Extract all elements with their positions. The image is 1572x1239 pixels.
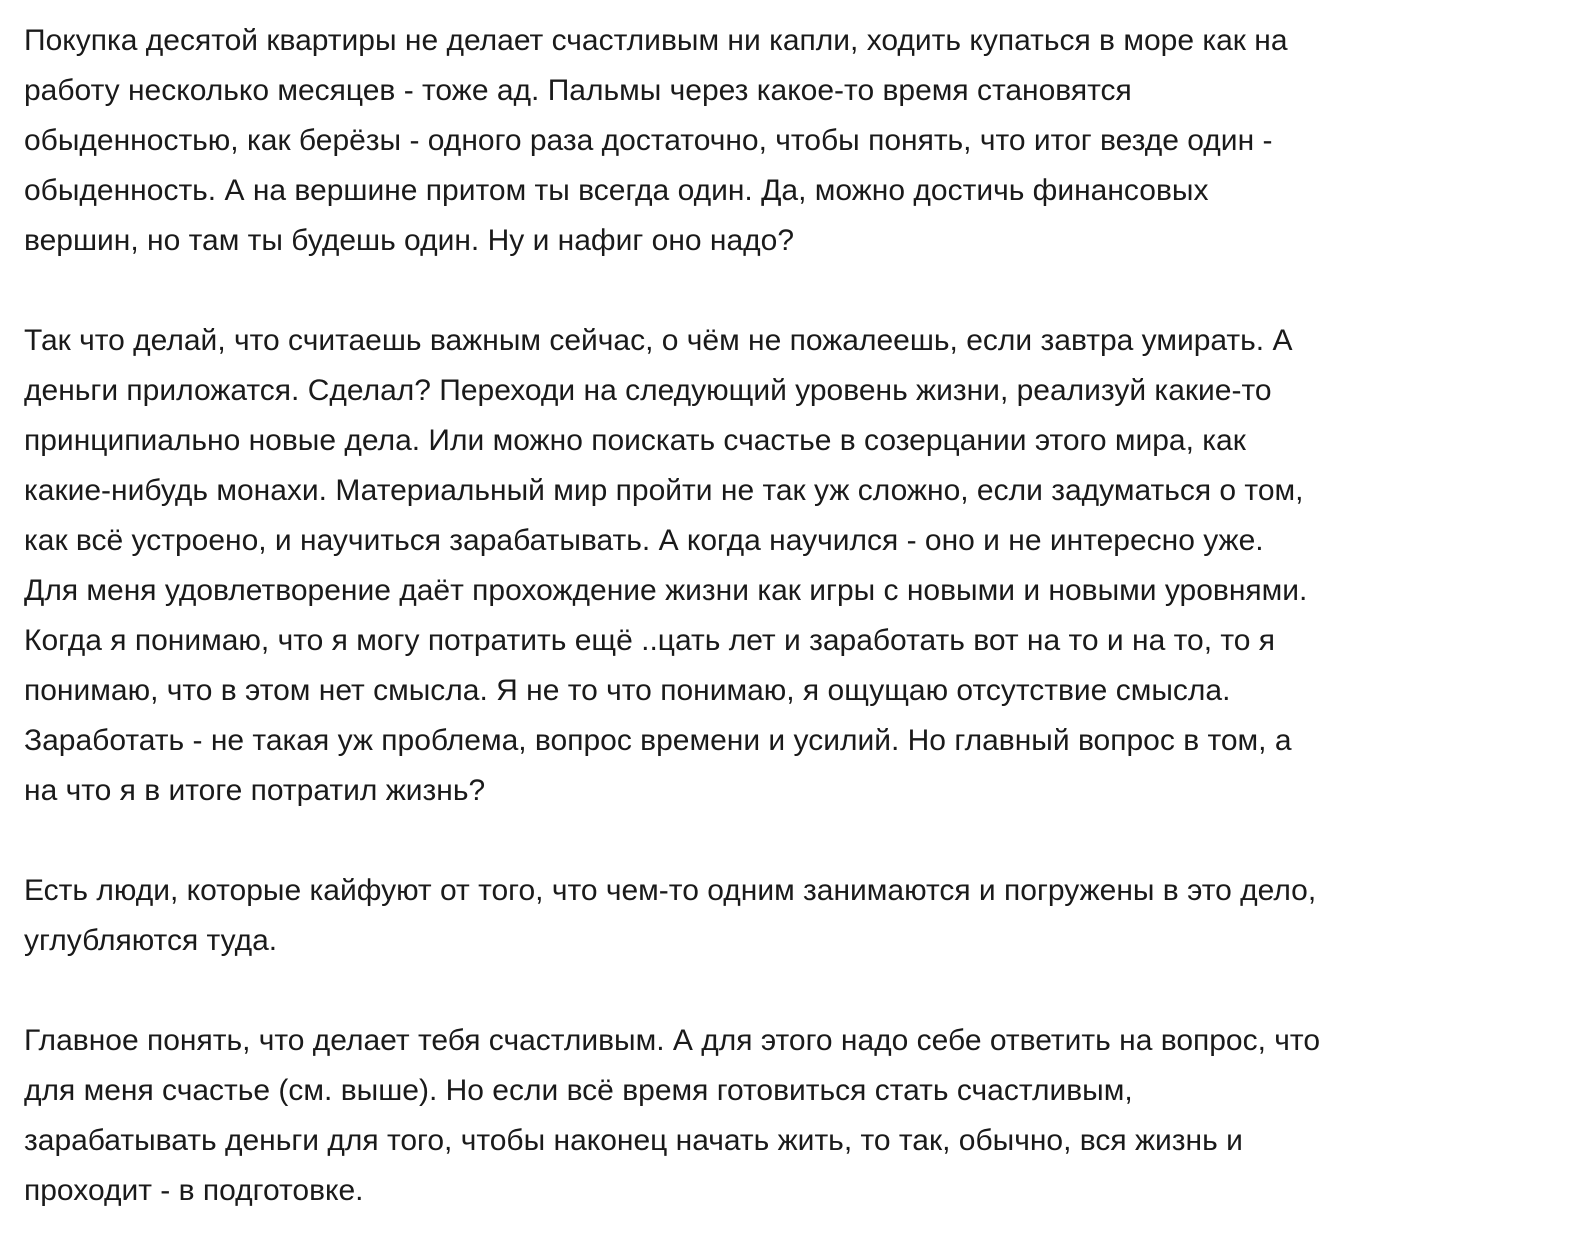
text-line: проходит - в подготовке. xyxy=(24,1174,364,1207)
text-line: обыденность. А на вершине притом ты всегда один. Да, можно достичь финансовых xyxy=(24,174,1209,207)
text-line: понимаю, что в этом нет смысла. Я не то что понимаю, я ощущаю отсутствие смысла. xyxy=(24,674,1231,707)
text-line: углубляются туда. xyxy=(24,924,278,957)
text-line: Есть люди, которые кайфуют от того, что чем-то одним занимаются и погружены в это дело, xyxy=(24,874,1317,907)
text-line: принципиально новые дела. Или можно поискать счастье в созерцании этого мира, как xyxy=(24,424,1246,457)
text-line: Покупка десятой квартиры не делает счастливым ни капли, ходить купаться в море как на xyxy=(24,24,1288,57)
text-line: Так что делай, что считаешь важным сейчас, о чём не пожалеешь, если завтра умирать. А xyxy=(24,324,1293,357)
text-line: обыденностью, как берёзы - одного раза достаточно, чтобы понять, что итог везде один - xyxy=(24,124,1273,157)
text-line: для меня счастье (см. выше). Но если всё время готовиться стать счастливым, xyxy=(24,1074,1133,1107)
text-line: как всё устроено, и научиться зарабатывать. А когда научился - оно и не интересно уже. xyxy=(24,524,1264,557)
text-line: Когда я понимаю, что я могу потратить ещё ..цать лет и заработать вот на то и на то, то я xyxy=(24,624,1276,657)
text-line: зарабатывать деньги для того, чтобы наконец начать жить, то так, обычно, вся жизнь и xyxy=(24,1124,1243,1157)
text-line: какие-нибудь монахи. Материальный мир пройти не так уж сложно, если задуматься о том, xyxy=(24,474,1304,507)
text-line: работу несколько месяцев - тоже ад. Пальмы через какое-то время становятся xyxy=(24,74,1132,107)
paragraph-3 xyxy=(24,866,1548,966)
text-line: Заработать - не такая уж проблема, вопрос времени и усилий. Но главный вопрос в том, а xyxy=(24,724,1292,757)
paragraph-2 xyxy=(24,316,1548,816)
text-line: на что я в итоге потратил жизнь? xyxy=(24,774,486,807)
text-line: вершин, но там ты будешь один. Ну и нафиг оно надо? xyxy=(24,224,795,257)
text-line: Для меня удовлетворение даёт прохождение жизни как игры с новыми и новыми уровнями. xyxy=(24,574,1308,607)
paragraph-4 xyxy=(24,1016,1548,1216)
text-line: деньги приложатся. Сделал? Переходи на следующий уровень жизни, реализуй какие-то xyxy=(24,374,1272,407)
text-line: Главное понять, что делает тебя счастливым. А для этого надо себе ответить на вопрос, что xyxy=(24,1024,1321,1057)
paragraph-1 xyxy=(24,16,1548,266)
